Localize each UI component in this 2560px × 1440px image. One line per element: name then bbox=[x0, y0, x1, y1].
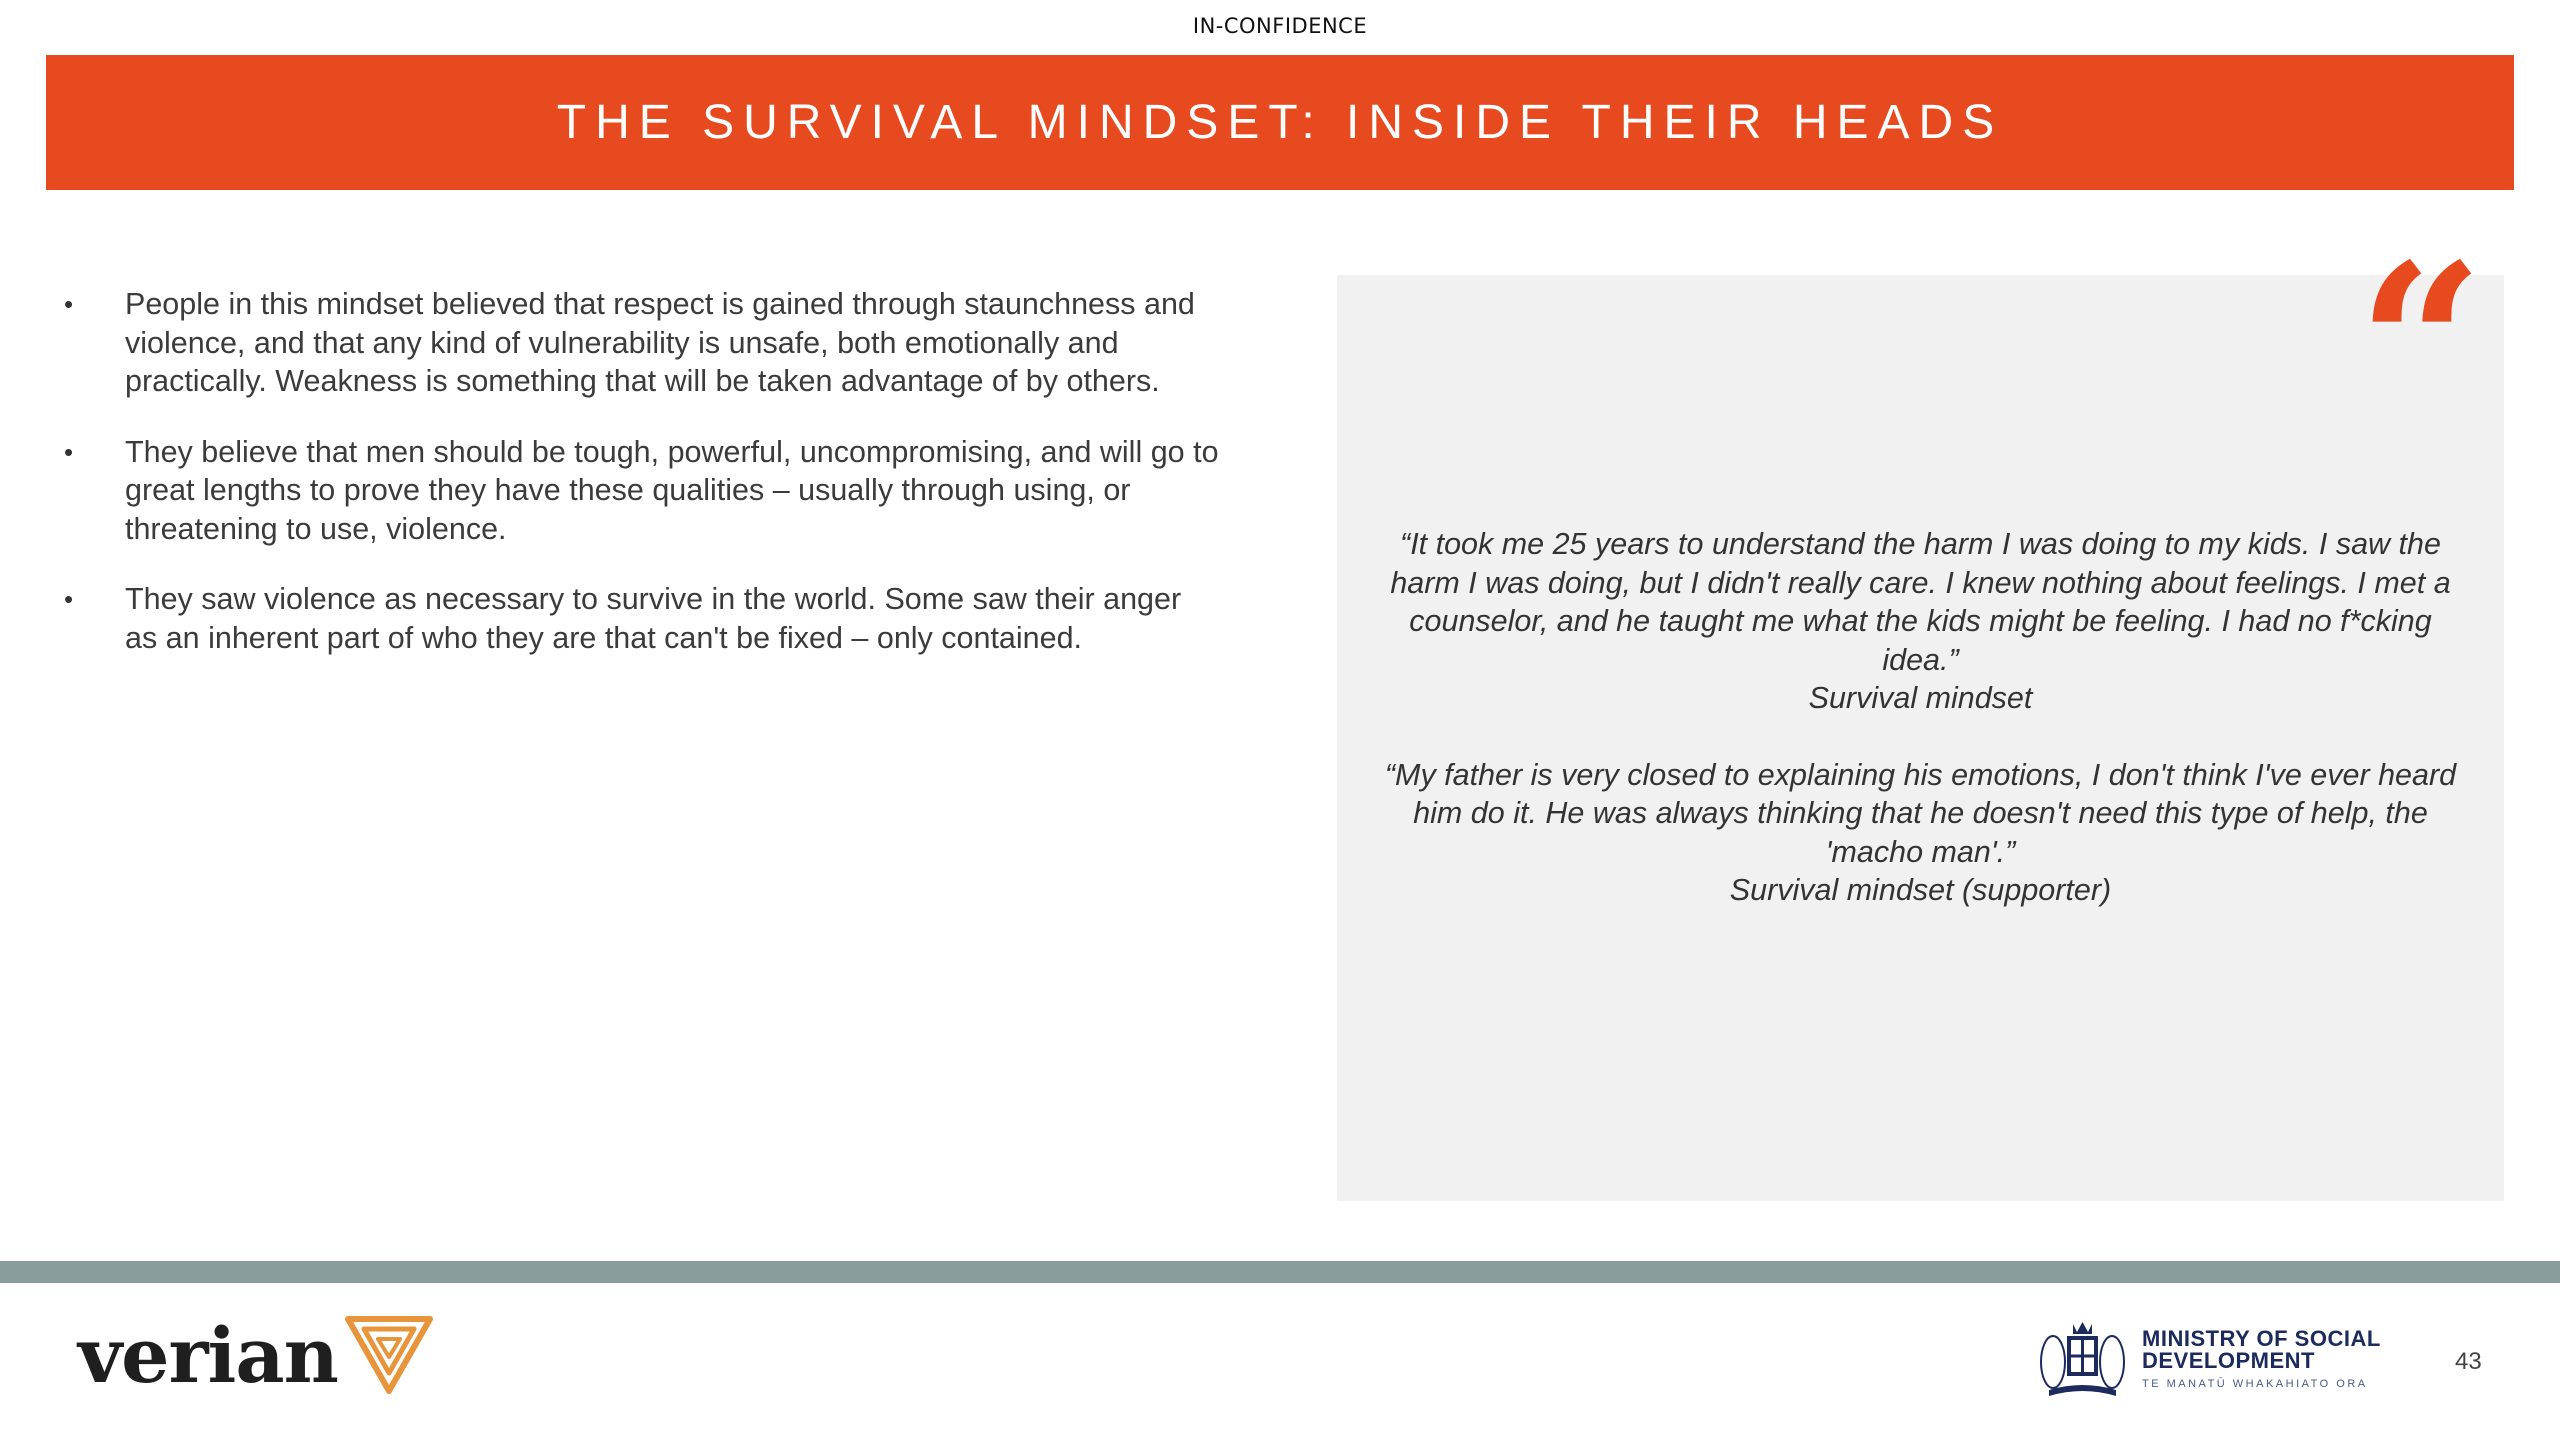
verian-chevron-icon bbox=[344, 1315, 434, 1395]
classification-label: IN-CONFIDENCE bbox=[1192, 14, 1368, 38]
footer-divider bbox=[0, 1261, 2560, 1283]
ministry-name-line2: DEVELOPMENT bbox=[2142, 1348, 2315, 1373]
verian-wordmark: verian bbox=[78, 1310, 338, 1400]
quote-text: “My father is very closed to explaining his emotions, I don't think I've ever heard him do it. He was always thinking that he doesn't need this type of help, the 'macho man'.” bbox=[1384, 757, 2457, 869]
nz-coat-of-arms-icon bbox=[2035, 1318, 2130, 1400]
quote-block bbox=[1367, 525, 2474, 718]
slide-title: THE SURVIVAL MINDSET: INSIDE THEIR HEADS bbox=[556, 96, 2004, 149]
bullet-text: People in this mindset believed that respect is gained through staunchness and violence, and that any kind of vulnerability is unsafe, both emotionally and practically. Weakness is something that will be taken advantage of by others. bbox=[125, 287, 1195, 398]
bullet-marker: • bbox=[64, 584, 74, 614]
bullet-item bbox=[60, 580, 1220, 657]
bullet-item bbox=[60, 433, 1220, 549]
bullet-text: They believe that men should be tough, powerful, uncompromising, and will go to great lengths to prove they have these qualities – usually through using, or threatening to use, violence. bbox=[125, 434, 1219, 546]
ministry-name-line1: MINISTRY OF SOCIAL bbox=[2142, 1326, 2381, 1351]
verian-logo bbox=[78, 1300, 434, 1410]
page-number: 43 bbox=[2455, 1348, 2482, 1375]
msd-text bbox=[2142, 1328, 2381, 1390]
quote-text: “It took me 25 years to understand the harm I was doing to my kids. I saw the harm I was doing, but I didn't really care. I knew nothing about feelings. I met a counselor, and he taught me what the kids might be feeling. I had no f*cking idea.” bbox=[1390, 527, 2451, 677]
bullet-item bbox=[60, 285, 1220, 401]
quote-source: Survival mindset bbox=[1808, 681, 2033, 715]
title-banner bbox=[46, 55, 2514, 190]
bullet-marker: • bbox=[64, 436, 74, 467]
bullet-marker: • bbox=[64, 289, 74, 319]
quote-source: Survival mindset (supporter) bbox=[1729, 873, 2112, 907]
ministry-maori-name: TE MANATŪ WHAKAHIATO ORA bbox=[2142, 1378, 2368, 1390]
bullet-text: They saw violence as necessary to survive in the world. Some saw their anger as an inherent part of who they are that can't be fixed – only contained. bbox=[125, 582, 1182, 655]
msd-logo bbox=[2035, 1318, 2381, 1400]
quote-panel bbox=[1337, 215, 2504, 1201]
quote-block bbox=[1367, 756, 2474, 910]
quote-mark-icon: “ bbox=[2357, 215, 2484, 474]
bullet-list bbox=[60, 285, 1220, 689]
quote-list bbox=[1367, 525, 2474, 948]
